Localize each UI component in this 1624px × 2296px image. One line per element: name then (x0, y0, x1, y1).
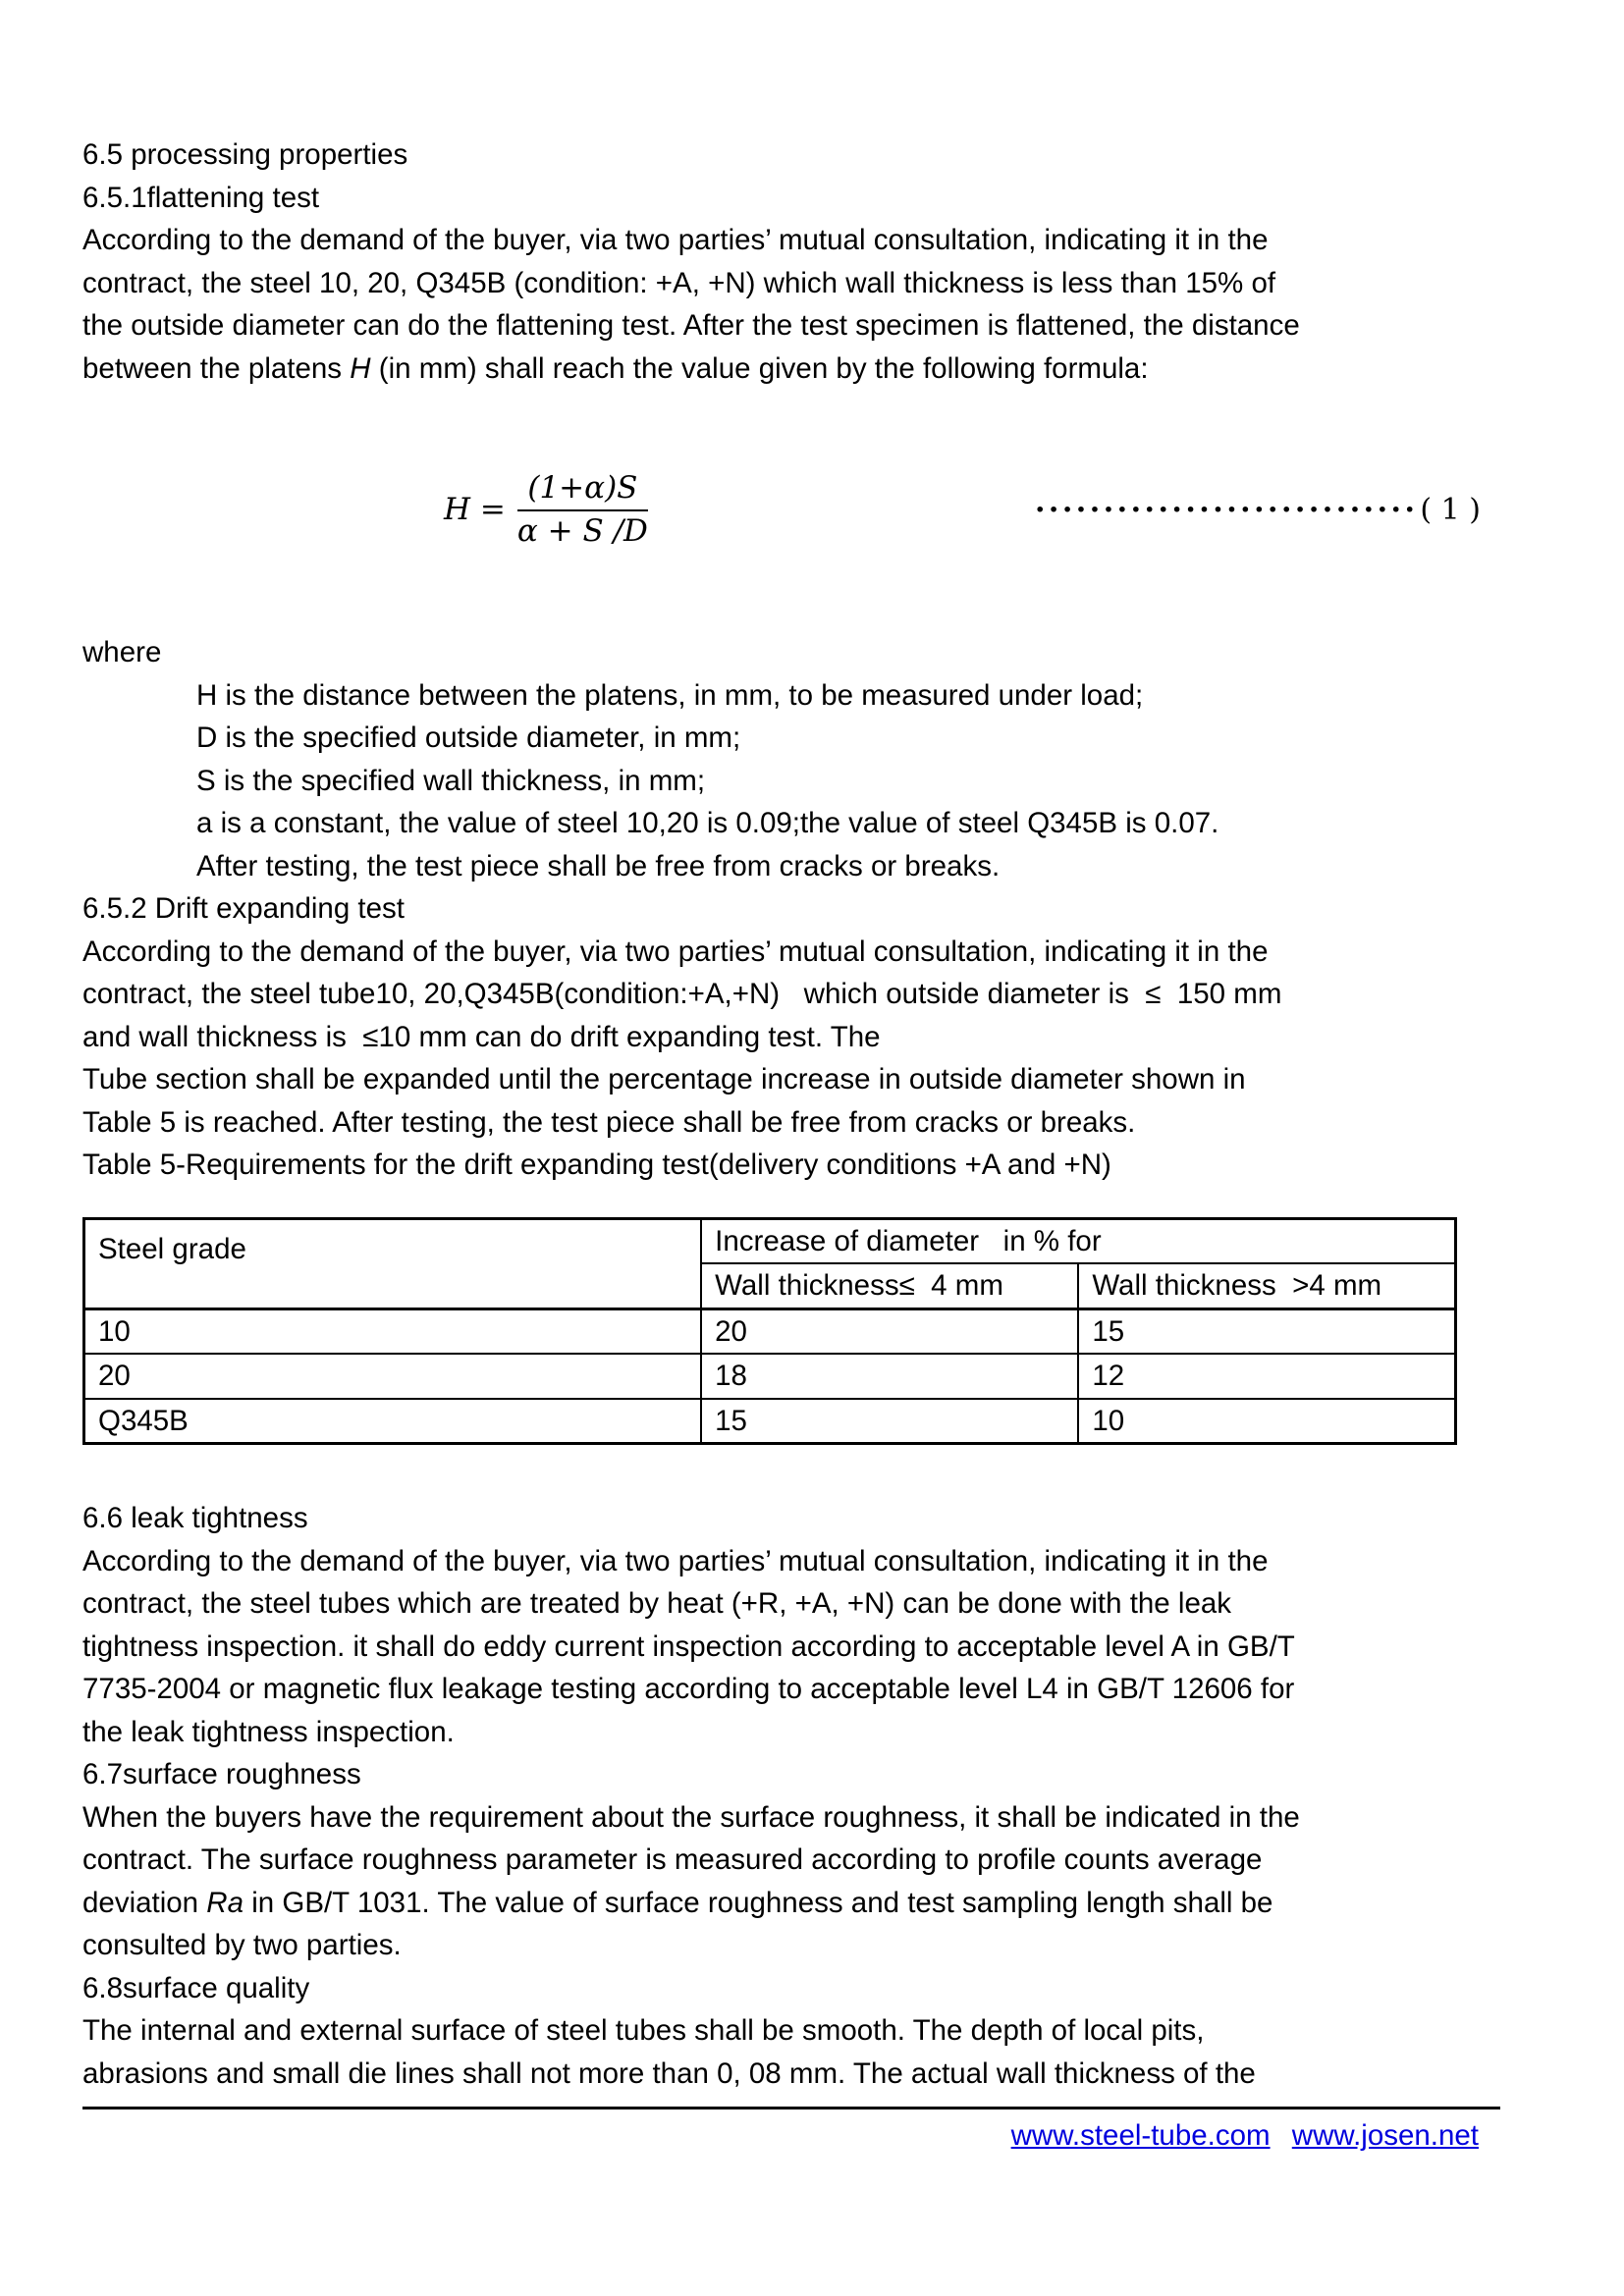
paragraph-line: Table 5 is reached. After testing, the test piece shall be free from cracks or breaks. (82, 1105, 1136, 1139)
text-fragment: in GB/T 1031. The value of surface roughness and test sampling length shall be (244, 1886, 1273, 1919)
italic-symbol-Ra: Ra (206, 1886, 244, 1919)
table-cell-gt4: 15 (1078, 1308, 1455, 1354)
paragraph-line: Tube section shall be expanded until the percentage increase in outside diameter shown in (82, 1063, 1246, 1095)
section-heading-6-8: 6.8surface quality (82, 1971, 310, 2004)
where-item: H is the distance between the platens, in mm, to be measured under load; (196, 678, 1144, 712)
formula-denominator: α + S /D (516, 513, 648, 549)
paragraph-line (82, 347, 1481, 391)
flattening-formula (444, 471, 648, 549)
equation-number: ( 1 ) (1420, 493, 1481, 528)
paragraph-line: contract, the steel tube10, 20,Q345B(condition:+A,+N) which outside diameter is ≤ 150 mm (82, 978, 1282, 1010)
table-cell-grade: Q345B (84, 1399, 702, 1444)
table-header-wall-gt-4mm: Wall thickness >4 mm (1078, 1263, 1455, 1308)
paragraph-line: The internal and external surface of steel tubes shall be smooth. The depth of local pits, (82, 2014, 1205, 2047)
page-footer (82, 2114, 1481, 2158)
where-item: a is a constant, the value of steel 10,20 is 0.09;the value of steel Q345B is 0.07. (196, 807, 1219, 839)
paragraph-line: tightness inspection. it shall do eddy current inspection according to acceptable level A in GB/T (82, 1629, 1295, 1663)
formula-fraction (517, 471, 648, 549)
paragraph-line: 7735-2004 or magnetic flux leakage testing according to acceptable level L4 in GB/T 12606 for (82, 1673, 1295, 1705)
paragraph-line: According to the demand of the buyer, via two parties’ mutual consultation, indicating it in the (82, 1544, 1269, 1577)
table-cell-le4: 20 (701, 1308, 1078, 1354)
document-body (82, 133, 1481, 2158)
table-row (84, 1308, 1456, 1354)
table-caption: Table 5-Requirements for the drift expanding test(delivery conditions +A and +N) (82, 1148, 1111, 1181)
formula-lhs: H = (444, 492, 506, 528)
leader-dots: ···························· (1034, 493, 1419, 528)
table-cell-le4: 15 (701, 1399, 1078, 1444)
paragraph-line: consulted by two parties. (82, 1929, 402, 1961)
paragraph-line: According to the demand of the buyer, via two parties’ mutual consultation, indicating it in the (82, 224, 1269, 256)
text-fragment: (in mm) shall reach the value given by the following formula: (370, 351, 1149, 385)
table-cell-le4: 18 (701, 1354, 1078, 1399)
table-cell-grade: 10 (84, 1308, 702, 1354)
where-item: S is the specified wall thickness, in mm; (196, 764, 706, 797)
equation-leader (1035, 489, 1481, 532)
text-fragment: deviation (82, 1886, 207, 1919)
paragraph-line: contract, the steel 10, 20, Q345B (condition: +A, +N) which wall thickness is less than 15% of (82, 266, 1276, 299)
footer-link-steel-tube[interactable]: www.steel-tube.com (1010, 2119, 1271, 2152)
section-heading-6-5: 6.5 processing properties (82, 138, 408, 171)
section-heading-6-7: 6.7surface roughness (82, 1758, 361, 1790)
table-header-row (84, 1218, 1456, 1263)
drift-expanding-table (82, 1217, 1457, 1446)
text-fragment: between the platens (82, 351, 351, 385)
formula-numerator: (1+α)S (517, 471, 648, 511)
table-header-steel-grade: Steel grade (84, 1218, 702, 1308)
table-header-increase-of-diameter: Increase of diameter in % for (701, 1218, 1455, 1263)
where-label: where (82, 636, 162, 668)
where-item: D is the specified outside diameter, in mm; (196, 721, 741, 754)
section-heading-6-5-2: 6.5.2 Drift expanding test (82, 892, 405, 925)
where-item: After testing, the test piece shall be free from cracks or breaks. (196, 849, 1001, 882)
table-cell-gt4: 12 (1078, 1354, 1455, 1399)
paragraph-line (82, 1882, 1481, 1925)
paragraph-line: According to the demand of the buyer, via two parties’ mutual consultation, indicating it in the (82, 934, 1269, 968)
paragraph-line: contract. The surface roughness parameter is measured according to profile counts average (82, 1843, 1263, 1876)
footer-link-josen[interactable]: www.josen.net (1291, 2119, 1479, 2152)
table-cell-grade: 20 (84, 1354, 702, 1399)
footer-rule (82, 2107, 1500, 2109)
paragraph-line: abrasions and small die lines shall not more than 0, 08 mm. The actual wall thickness of the (82, 2056, 1256, 2090)
table-header-wall-le-4mm: Wall thickness≤ 4 mm (701, 1263, 1078, 1308)
section-heading-6-5-1: 6.5.1flattening test (82, 181, 320, 214)
paragraph-line: the outside diameter can do the flattening test. After the test specimen is flattened, the distance (82, 309, 1300, 342)
table-cell-gt4: 10 (1078, 1399, 1455, 1444)
formula-block (82, 390, 1481, 631)
italic-symbol-H: H (350, 351, 371, 385)
section-heading-6-6: 6.6 leak tightness (82, 1502, 308, 1534)
table-row (84, 1399, 1456, 1444)
paragraph-line: the leak tightness inspection. (82, 1715, 455, 1748)
table-row (84, 1354, 1456, 1399)
paragraph-line: contract, the steel tubes which are treated by heat (+R, +A, +N) can be done with the leak (82, 1587, 1232, 1620)
paragraph-line: When the buyers have the requirement about the surface roughness, it shall be indicated in the (82, 1800, 1300, 1834)
paragraph-line: and wall thickness is ≤10 mm can do drift expanding test. The (82, 1020, 881, 1053)
